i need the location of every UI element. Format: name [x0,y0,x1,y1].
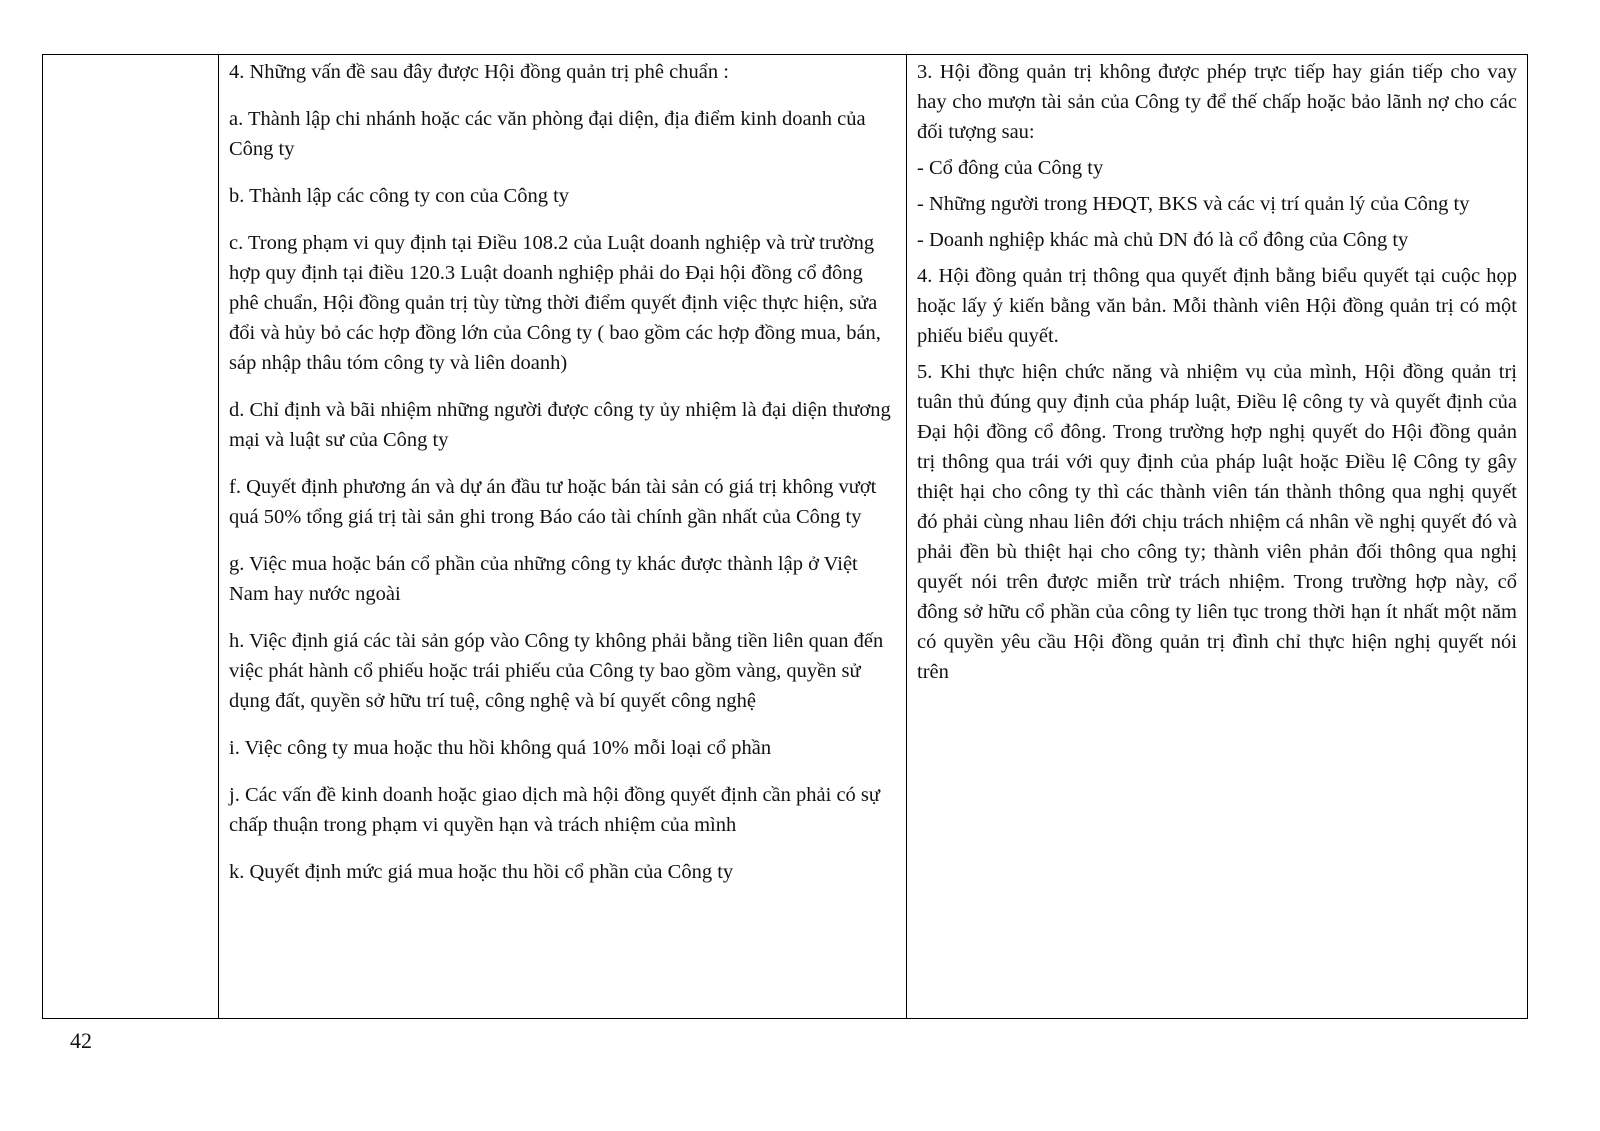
paragraph-bullet-managers: - Những người trong HĐQT, BKS và các vị trí quản lý của Công ty [917,193,1470,215]
document-table [42,54,1528,1019]
paragraph-clause-3: 3. Hội đồng quản trị không được phép trực tiếp hay gián tiếp cho vay hay cho mượn tài sản của Công ty để thế chấp hoặc bảo lãnh nợ cho các đối tượng sau: [917,61,1517,143]
paragraph-item-k: k. Quyết định mức giá mua hoặc thu hồi cổ phần của Công ty [229,861,734,883]
paragraph-clause-4: 4. Hội đồng quản trị thông qua quyết định bằng biểu quyết tại cuộc họp hoặc lấy ý kiến bằng văn bản. Mỗi thành viên Hội đồng quản trị có một phiếu biểu quyết. [917,265,1517,347]
paragraph-item-h: h. Việc định giá các tài sản góp vào Công ty không phải bằng tiền liên quan đến việc phát hành cổ phiếu hoặc trái phiếu của Công ty bao gồm vàng, quyền sử dụng đất, quyền sở hữu trí tuệ, công nghệ và bí quyết công nghệ [229,630,884,712]
paragraph-clause-5: 5. Khi thực hiện chức năng và nhiệm vụ của mình, Hội đồng quản trị tuân thủ đúng quy định của pháp luật, Điều lệ công ty và quyết định của Đại hội đồng cổ đông. Trong trường hợp nghị quyết do Hội đồng quản trị thông qua trái với quy định của pháp luật hoặc Điều lệ Công ty gây thiệt hại cho công ty thì các thành viên tán thành thông qua nghị quyết đó phải cùng nhau liên đới chịu trách nhiệm cá nhân về nghị quyết đó và phải đền bù thiệt hại cho công ty; thành viên phản đối thông qua nghị quyết nói trên được miễn trừ trách nhiệm. Trong trường hợp này, cổ đông sở hữu cổ phần của công ty liên tục trong thời hạn ít nhất một năm có quyền yêu cầu Hội đồng quản trị đình chỉ thực hiện nghị quyết nói trên [917,361,1517,683]
right-column [907,55,1527,1018]
paragraph-item-b: b. Thành lập các công ty con của Công ty [229,185,570,207]
paragraph-bullet-shareholders: - Cổ đông của Công ty [917,157,1104,179]
paragraph-item-i: i. Việc công ty mua hoặc thu hồi không quá 10% mỗi loại cổ phần [229,737,772,759]
paragraph-item-d: d. Chỉ định và bãi nhiệm những người được công ty ủy nhiệm là đại diện thương mại và luật sư của Công ty [229,399,891,451]
middle-column [219,55,907,1018]
empty-column [43,55,219,1018]
paragraph-item-c: c. Trong phạm vi quy định tại Điều 108.2 của Luật doanh nghiệp và trừ trường hợp quy định tại điều 120.3 Luật doanh nghiệp phải do Đại hội đồng cổ đông phê chuẩn, Hội đồng quản trị tùy từng thời điểm quyết định việc thực hiện, sửa đổi và hủy bỏ các hợp đồng lớn của Công ty ( bao gồm các hợp đồng mua, bán, sáp nhập thâu tóm công ty và liên doanh) [229,232,881,374]
paragraph-item-a: a. Thành lập chi nhánh hoặc các văn phòng đại diện, địa điểm kinh doanh của Công ty [229,108,866,160]
paragraph-approval-heading: 4. Những vấn đề sau đây được Hội đồng quản trị phê chuẩn : [229,61,729,83]
paragraph-item-g: g. Việc mua hoặc bán cổ phần của những công ty khác được thành lập ở Việt Nam hay nước ngoài [229,553,858,605]
page-number: 42 [70,1028,92,1053]
paragraph-item-f: f. Quyết định phương án và dự án đầu tư hoặc bán tài sản có giá trị không vượt quá 50% tổng giá trị tài sản ghi trong Báo cáo tài chính gần nhất của Công ty [229,476,877,528]
paragraph-item-j: j. Các vấn đề kinh doanh hoặc giao dịch mà hội đồng quyết định cần phải có sự chấp thuận trong phạm vi quyền hạn và trách nhiệm của mình [229,784,881,836]
paragraph-bullet-enterprises: - Doanh nghiệp khác mà chủ DN đó là cổ đông của Công ty [917,229,1409,251]
